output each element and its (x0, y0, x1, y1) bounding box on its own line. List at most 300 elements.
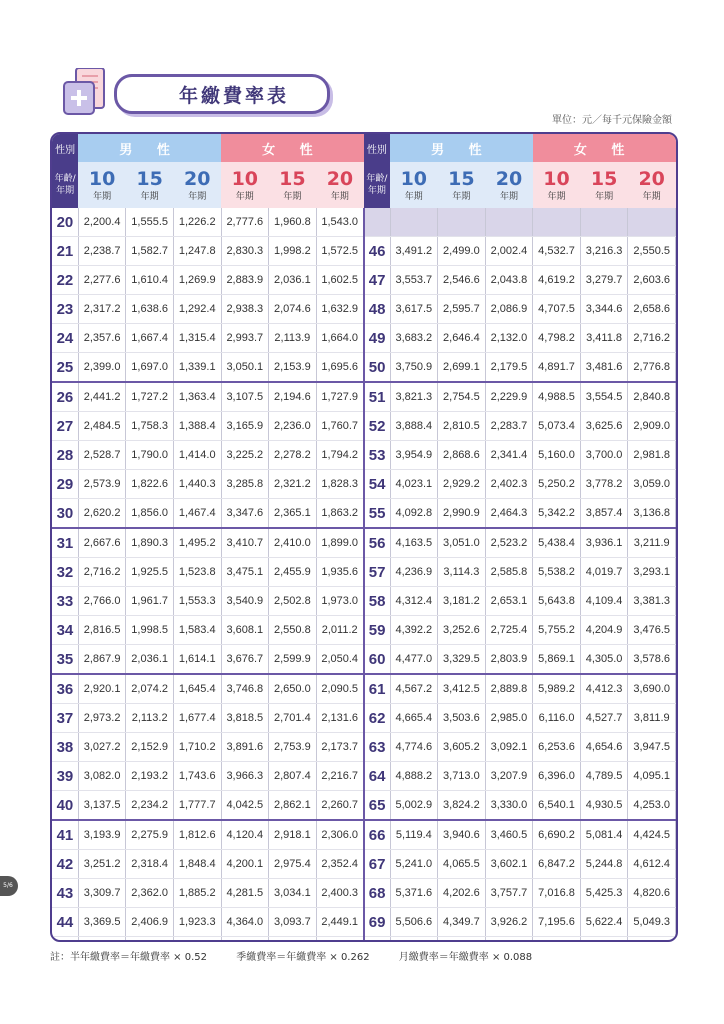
female-rate-cell: 3,700.0 (580, 441, 628, 470)
age-cell: 44 (52, 908, 78, 937)
term-unit: 年期 (452, 191, 471, 202)
female-rate-cell: 2,883.9 (221, 266, 269, 295)
male-rate-cell: 5,241.0 (390, 850, 438, 879)
female-rate-cell: 1,760.7 (316, 412, 364, 441)
female-rate-cell: 6,396.0 (533, 762, 581, 791)
male-rate-cell: 4,567.2 (390, 674, 438, 704)
female-rate-cell: 4,891.7 (533, 353, 581, 383)
female-rate-cell: 2,455.9 (269, 558, 317, 587)
male-rate-cell: 2,441.2 (78, 382, 126, 412)
female-rate-cell: 2,410.0 (269, 528, 317, 558)
male-rate-cell: 5,119.4 (390, 820, 438, 850)
male-rate-cell: 2,362.0 (126, 879, 174, 908)
male-rate-cell: 2,318.4 (126, 850, 174, 879)
female-rate-cell: 1,935.6 (316, 558, 364, 587)
female-rate-cell (316, 937, 364, 943)
blank-cell (364, 208, 390, 237)
female-rate-cell: 5,425.3 (580, 879, 628, 908)
blank-cell (390, 208, 438, 237)
female-rate-cell: 3,059.0 (628, 470, 676, 499)
female-rate-cell: 4,612.4 (628, 850, 676, 879)
term-number: 20 (326, 167, 354, 190)
term-unit: 年期 (330, 191, 349, 202)
male-rate-cell: 3,605.2 (438, 733, 486, 762)
female-rate-cell: 1,602.5 (316, 266, 364, 295)
age-cell: 58 (364, 587, 390, 616)
male-rate-cell: 2,699.1 (438, 353, 486, 383)
male-rate-cell: 1,677.4 (173, 704, 221, 733)
female-rate-cell (221, 937, 269, 943)
document-plus-icon (62, 68, 106, 116)
male-term-15 (126, 162, 174, 208)
term-unit: 年期 (499, 191, 518, 202)
male-rate-cell: 2,573.9 (78, 470, 126, 499)
male-rate-cell: 3,713.0 (438, 762, 486, 791)
female-rate-cell: 2,131.6 (316, 704, 364, 733)
age-cell: 40 (52, 791, 78, 821)
age-cell: 34 (52, 616, 78, 645)
female-rate-cell: 2,216.7 (316, 762, 364, 791)
female-rate-cell: 2,173.7 (316, 733, 364, 762)
table-row (52, 820, 676, 850)
term-number: 20 (638, 167, 665, 190)
male-rate-cell: 2,341.4 (485, 441, 533, 470)
male-rate-cell: 1,667.4 (126, 324, 174, 353)
age-cell: 49 (364, 324, 390, 353)
table-row (52, 645, 676, 675)
male-rate-cell: 2,816.5 (78, 616, 126, 645)
age-cell: 31 (52, 528, 78, 558)
female-rate-cell: 2,153.9 (269, 353, 317, 383)
female-rate-cell: 3,966.3 (221, 762, 269, 791)
female-rate-cell: 6,253.6 (533, 733, 581, 762)
table-row (52, 266, 676, 295)
female-rate-cell: 5,438.4 (533, 528, 581, 558)
female-rate-cell: 3,279.7 (580, 266, 628, 295)
female-rate-cell: 1,664.0 (316, 324, 364, 353)
male-rate-cell: 1,339.1 (173, 353, 221, 383)
female-rate-cell: 2,993.7 (221, 324, 269, 353)
male-rate-cell: 3,821.3 (390, 382, 438, 412)
female-rate-cell: 5,869.1 (533, 645, 581, 675)
male-rate-cell: 3,137.5 (78, 791, 126, 821)
age-cell: 37 (52, 704, 78, 733)
term-unit: 年期 (642, 191, 661, 202)
term-number: 10 (231, 167, 259, 190)
age-cell: 57 (364, 558, 390, 587)
table-row (52, 762, 676, 791)
female-rate-cell: 3,690.0 (628, 674, 676, 704)
term-unit: 年期 (93, 191, 112, 202)
male-rate-cell: 2,620.2 (78, 499, 126, 529)
age-cell: 41 (52, 820, 78, 850)
female-rate-cell: 3,778.2 (580, 470, 628, 499)
male-term-20 (485, 162, 533, 208)
male-rate-cell: 3,757.7 (485, 879, 533, 908)
female-rate-cell: 2,400.3 (316, 879, 364, 908)
age-label-line1: 年齡/ (366, 174, 388, 184)
female-rate-cell: 4,820.6 (628, 879, 676, 908)
female-rate-cell (580, 937, 628, 943)
male-rate-cell (438, 937, 486, 943)
term-unit: 年期 (188, 191, 207, 202)
male-rate-cell: 2,973.2 (78, 704, 126, 733)
male-rate-cell: 2,132.0 (485, 324, 533, 353)
male-rate-cell: 1,440.3 (173, 470, 221, 499)
age-cell: 66 (364, 820, 390, 850)
male-rate-cell: 3,252.6 (438, 616, 486, 645)
male-rate-cell: 2,585.8 (485, 558, 533, 587)
age-cell: 24 (52, 324, 78, 353)
female-rate-cell: 3,347.6 (221, 499, 269, 529)
male-rate-cell: 2,653.1 (485, 587, 533, 616)
table-row (52, 791, 676, 821)
table-row (52, 441, 676, 470)
female-rate-cell: 5,989.2 (533, 674, 581, 704)
female-rate-cell: 5,538.2 (533, 558, 581, 587)
age-label-line1: 年齡/ (54, 174, 76, 184)
male-rate-cell: 3,602.1 (485, 850, 533, 879)
male-rate-cell: 4,023.1 (390, 470, 438, 499)
male-rate-cell: 3,503.6 (438, 704, 486, 733)
female-rate-cell: 1,863.2 (316, 499, 364, 529)
age-cell: 22 (52, 266, 78, 295)
male-rate-cell: 1,269.9 (173, 266, 221, 295)
male-rate-cell: 1,790.0 (126, 441, 174, 470)
male-rate-cell: 2,283.7 (485, 412, 533, 441)
male-rate-cell: 1,822.6 (126, 470, 174, 499)
female-rate-cell: 4,532.7 (533, 237, 581, 266)
male-rate-cell: 3,412.5 (438, 674, 486, 704)
female-rate-cell: 3,411.8 (580, 324, 628, 353)
age-label-line2: 年期 (56, 186, 75, 196)
male-rate-cell: 1,638.6 (126, 295, 174, 324)
age-cell: 38 (52, 733, 78, 762)
female-rate-cell: 1,973.0 (316, 587, 364, 616)
female-rate-cell (533, 937, 581, 943)
female-rate-cell: 4,619.2 (533, 266, 581, 295)
footnote-month: 月繳費率＝年繳費率 × 0.088 (398, 952, 533, 963)
male-rate-cell: 3,940.6 (438, 820, 486, 850)
male-rate-cell: 2,277.6 (78, 266, 126, 295)
female-rate-cell: 6,540.1 (533, 791, 581, 821)
male-rate-cell: 2,810.5 (438, 412, 486, 441)
female-rate-cell: 4,120.4 (221, 820, 269, 850)
footnote (50, 948, 558, 963)
age-cell (364, 937, 390, 943)
female-rate-cell: 3,891.6 (221, 733, 269, 762)
female-rate-cell: 4,200.1 (221, 850, 269, 879)
age-cell: 21 (52, 237, 78, 266)
table-row (52, 616, 676, 645)
male-rate-cell: 1,710.2 (173, 733, 221, 762)
age-cell: 35 (52, 645, 78, 675)
term-number: 15 (448, 167, 475, 190)
male-rate-cell: 4,312.4 (390, 587, 438, 616)
sex-label: 性別 (52, 134, 78, 162)
female-rate-cell: 4,042.5 (221, 791, 269, 821)
term-number: 10 (88, 167, 116, 190)
female-rate-cell: 4,707.5 (533, 295, 581, 324)
age-label-line2: 年期 (367, 186, 386, 196)
female-rate-cell: 2,753.9 (269, 733, 317, 762)
female-header: 女 性 (533, 134, 676, 162)
age-cell: 60 (364, 645, 390, 675)
female-rate-cell: 3,034.1 (269, 879, 317, 908)
table-row (52, 674, 676, 704)
female-rate-cell: 2,352.4 (316, 850, 364, 879)
male-rate-cell: 2,179.5 (485, 353, 533, 383)
female-rate-cell: 3,381.3 (628, 587, 676, 616)
female-rate-cell: 5,160.0 (533, 441, 581, 470)
male-rate-cell: 2,803.9 (485, 645, 533, 675)
male-rate-cell: 1,777.7 (173, 791, 221, 821)
term-number: 20 (184, 167, 211, 190)
term-unit: 年期 (140, 191, 159, 202)
female-rate-cell: 2,236.0 (269, 412, 317, 441)
age-cell: 68 (364, 879, 390, 908)
male-rate-cell: 1,743.6 (173, 762, 221, 791)
age-cell: 53 (364, 441, 390, 470)
table-row (52, 295, 676, 324)
female-rate-cell: 2,658.6 (628, 295, 676, 324)
age-cell: 27 (52, 412, 78, 441)
female-rate-cell: 3,947.5 (628, 733, 676, 762)
male-rate-cell: 1,610.4 (126, 266, 174, 295)
female-header: 女 性 (221, 134, 364, 162)
female-rate-cell: 2,074.6 (269, 295, 317, 324)
female-rate-cell: 2,975.4 (269, 850, 317, 879)
female-rate-cell: 2,050.4 (316, 645, 364, 675)
male-rate-cell: 2,193.2 (126, 762, 174, 791)
table-row (52, 470, 676, 499)
male-rate-cell: 2,528.7 (78, 441, 126, 470)
age-cell: 33 (52, 587, 78, 616)
female-rate-cell: 3,410.7 (221, 528, 269, 558)
female-rate-cell: 4,412.3 (580, 674, 628, 704)
table-row (52, 499, 676, 529)
male-rate-cell: 1,856.0 (126, 499, 174, 529)
male-rate-cell: 2,357.6 (78, 324, 126, 353)
male-rate-cell: 4,202.6 (438, 879, 486, 908)
female-rate-cell: 3,578.6 (628, 645, 676, 675)
male-rate-cell: 3,750.9 (390, 353, 438, 383)
female-rate-cell: 1,632.9 (316, 295, 364, 324)
male-rate-cell: 2,402.3 (485, 470, 533, 499)
male-rate-cell: 2,595.7 (438, 295, 486, 324)
male-rate-cell: 1,848.4 (173, 850, 221, 879)
age-cell (52, 937, 78, 943)
female-rate-cell: 2,840.8 (628, 382, 676, 412)
age-cell: 67 (364, 850, 390, 879)
male-rate-cell: 1,555.5 (126, 208, 174, 237)
male-rate-cell: 3,309.7 (78, 879, 126, 908)
female-rate-cell: 2,502.8 (269, 587, 317, 616)
age-cell: 25 (52, 353, 78, 383)
table-row (52, 879, 676, 908)
female-rate-cell: 4,109.4 (580, 587, 628, 616)
age-term-label (52, 162, 78, 208)
male-header: 男 性 (390, 134, 533, 162)
male-rate-cell: 2,399.0 (78, 353, 126, 383)
female-rate-cell: 5,755.2 (533, 616, 581, 645)
male-term-10 (78, 162, 126, 208)
female-rate-cell: 2,449.1 (316, 908, 364, 937)
male-rate-cell: 4,092.8 (390, 499, 438, 529)
age-cell: 69 (364, 908, 390, 937)
female-rate-cell: 7,195.6 (533, 908, 581, 937)
table-row (52, 850, 676, 879)
female-rate-cell: 1,960.8 (269, 208, 317, 237)
female-rate-cell: 2,716.2 (628, 324, 676, 353)
female-rate-cell (269, 937, 317, 943)
male-term-10 (390, 162, 438, 208)
male-rate-cell (78, 937, 126, 943)
table-row (52, 733, 676, 762)
female-rate-cell: 1,727.9 (316, 382, 364, 412)
female-rate-cell: 3,857.4 (580, 499, 628, 529)
male-rate-cell: 1,925.5 (126, 558, 174, 587)
age-cell: 28 (52, 441, 78, 470)
male-rate-cell: 5,506.6 (390, 908, 438, 937)
male-rate-cell: 4,065.5 (438, 850, 486, 879)
age-cell: 29 (52, 470, 78, 499)
male-rate-cell: 1,414.0 (173, 441, 221, 470)
female-rate-cell: 2,113.9 (269, 324, 317, 353)
female-rate-cell: 3,293.1 (628, 558, 676, 587)
blank-cell (628, 208, 676, 237)
female-rate-cell: 1,572.5 (316, 237, 364, 266)
male-term-15 (438, 162, 486, 208)
male-rate-cell (126, 937, 174, 943)
female-rate-cell: 2,938.3 (221, 295, 269, 324)
female-term-15 (269, 162, 317, 208)
age-cell: 64 (364, 762, 390, 791)
age-cell: 30 (52, 499, 78, 529)
male-rate-cell: 2,985.0 (485, 704, 533, 733)
male-rate-cell: 1,495.2 (173, 528, 221, 558)
male-rate-cell: 3,617.5 (390, 295, 438, 324)
age-cell: 46 (364, 237, 390, 266)
female-rate-cell: 4,424.5 (628, 820, 676, 850)
male-rate-cell: 3,207.9 (485, 762, 533, 791)
male-rate-cell: 1,467.4 (173, 499, 221, 529)
male-rate-cell: 1,315.4 (173, 324, 221, 353)
male-rate-cell: 3,051.0 (438, 528, 486, 558)
male-rate-cell: 3,491.2 (390, 237, 438, 266)
male-rate-cell: 5,371.6 (390, 879, 438, 908)
male-rate-cell: 1,812.6 (173, 820, 221, 850)
male-rate-cell: 2,667.6 (78, 528, 126, 558)
female-term-10 (221, 162, 269, 208)
male-rate-cell: 3,954.9 (390, 441, 438, 470)
male-rate-cell: 4,477.0 (390, 645, 438, 675)
female-rate-cell: 4,798.2 (533, 324, 581, 353)
page-tag: 5/6 (0, 876, 18, 896)
age-cell: 32 (52, 558, 78, 587)
female-rate-cell: 2,807.4 (269, 762, 317, 791)
term-number: 15 (136, 167, 163, 190)
blank-cell (485, 208, 533, 237)
male-rate-cell: 3,926.2 (485, 908, 533, 937)
male-rate-cell: 2,766.0 (78, 587, 126, 616)
male-rate-cell: 2,499.0 (438, 237, 486, 266)
female-rate-cell: 5,250.2 (533, 470, 581, 499)
male-rate-cell: 2,484.5 (78, 412, 126, 441)
male-rate-cell: 2,867.9 (78, 645, 126, 675)
male-rate-cell: 3,082.0 (78, 762, 126, 791)
female-rate-cell: 3,475.1 (221, 558, 269, 587)
male-rate-cell (173, 937, 221, 943)
male-rate-cell: 2,200.4 (78, 208, 126, 237)
female-rate-cell: 2,090.5 (316, 674, 364, 704)
female-rate-cell: 2,321.2 (269, 470, 317, 499)
male-rate-cell: 4,236.9 (390, 558, 438, 587)
female-rate-cell: 6,847.2 (533, 850, 581, 879)
male-rate-cell: 2,317.2 (78, 295, 126, 324)
male-rate-cell: 2,889.8 (485, 674, 533, 704)
female-rate-cell: 4,019.7 (580, 558, 628, 587)
female-rate-cell: 4,305.0 (580, 645, 628, 675)
female-rate-cell: 1,543.0 (316, 208, 364, 237)
female-rate-cell: 2,194.6 (269, 382, 317, 412)
female-rate-cell: 4,095.1 (628, 762, 676, 791)
female-rate-cell: 4,364.0 (221, 908, 269, 937)
female-rate-cell: 4,789.5 (580, 762, 628, 791)
male-rate-cell: 2,716.2 (78, 558, 126, 587)
female-rate-cell: 1,899.0 (316, 528, 364, 558)
male-rate-cell: 3,553.7 (390, 266, 438, 295)
age-cell: 47 (364, 266, 390, 295)
table-row (52, 937, 676, 943)
female-rate-cell (628, 937, 676, 943)
female-rate-cell: 5,049.3 (628, 908, 676, 937)
male-rate-cell (485, 937, 533, 943)
age-cell: 20 (52, 208, 78, 237)
male-rate-cell: 1,885.2 (173, 879, 221, 908)
male-rate-cell: 1,247.8 (173, 237, 221, 266)
female-rate-cell: 3,107.5 (221, 382, 269, 412)
table-row (52, 353, 676, 383)
blank-cell (580, 208, 628, 237)
male-rate-cell: 1,697.0 (126, 353, 174, 383)
female-rate-cell: 3,540.9 (221, 587, 269, 616)
female-rate-cell: 7,016.8 (533, 879, 581, 908)
male-rate-cell: 2,002.4 (485, 237, 533, 266)
male-rate-cell: 2,152.9 (126, 733, 174, 762)
male-term-20 (173, 162, 221, 208)
female-rate-cell: 3,746.8 (221, 674, 269, 704)
male-header: 男 性 (78, 134, 221, 162)
female-rate-cell: 2,830.3 (221, 237, 269, 266)
footnote-half-year: 註：半年繳費率＝年繳費率 × 0.52 (50, 952, 208, 963)
age-cell: 55 (364, 499, 390, 529)
male-rate-cell: 2,929.2 (438, 470, 486, 499)
table-row (52, 908, 676, 937)
table-row (52, 324, 676, 353)
female-rate-cell: 1,695.6 (316, 353, 364, 383)
female-rate-cell: 2,036.1 (269, 266, 317, 295)
term-number: 20 (495, 167, 523, 190)
female-rate-cell: 4,281.5 (221, 879, 269, 908)
female-rate-cell: 4,253.0 (628, 791, 676, 821)
female-rate-cell: 2,550.8 (269, 616, 317, 645)
male-rate-cell: 3,181.2 (438, 587, 486, 616)
male-rate-cell: 2,406.9 (126, 908, 174, 937)
female-rate-cell: 3,476.5 (628, 616, 676, 645)
female-rate-cell: 3,608.1 (221, 616, 269, 645)
table-row (52, 382, 676, 412)
